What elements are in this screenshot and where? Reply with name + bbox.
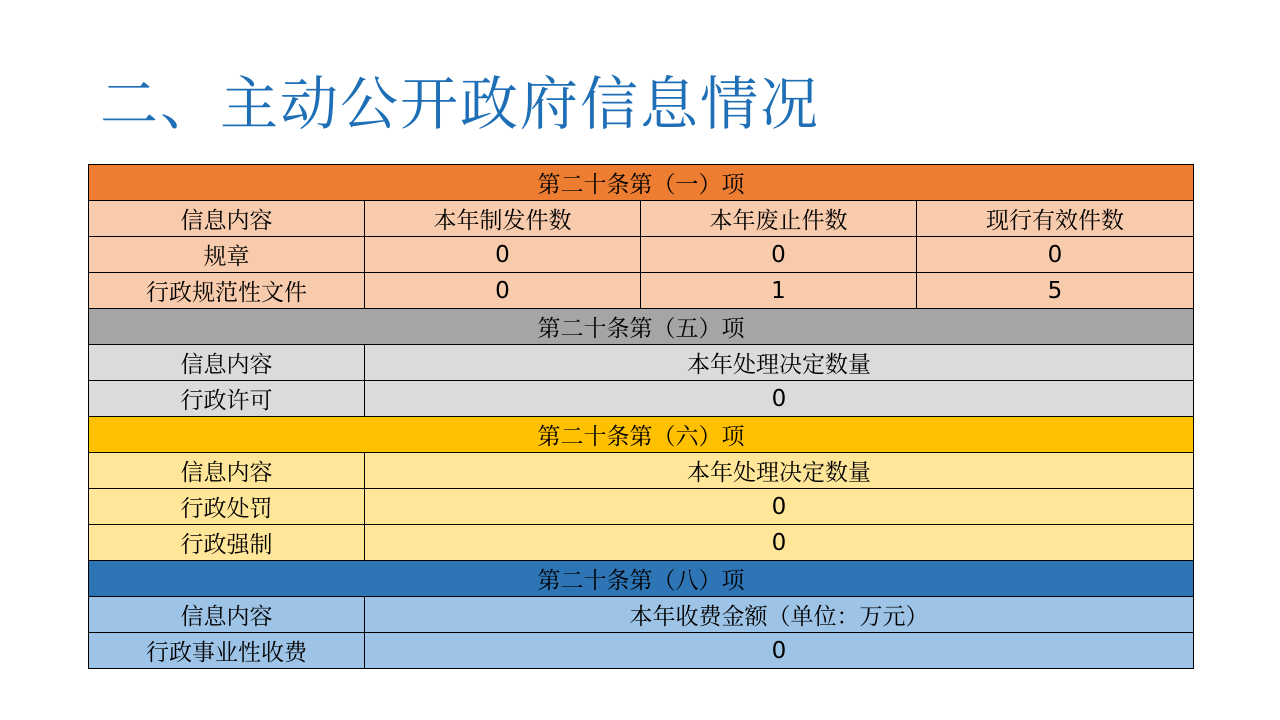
table-cell: 1 [641,273,917,309]
row-label: 行政许可 [89,381,365,417]
section-heading-row [89,417,1194,453]
row-label: 行政规范性文件 [89,273,365,309]
column-header-row [89,201,1194,237]
column-header: 现行有效件数 [917,201,1194,237]
column-header: 本年处理决定数量 [365,453,1194,489]
column-header: 本年废止件数 [641,201,917,237]
section-heading-row [89,309,1194,345]
column-header: 信息内容 [89,597,365,633]
table-cell: 0 [641,237,917,273]
column-header: 信息内容 [89,345,365,381]
table-cell: 0 [365,525,1194,561]
table-cell: 0 [365,381,1194,417]
column-header: 本年收费金额（单位：万元） [365,597,1194,633]
column-header-row [89,345,1194,381]
section-heading: 第二十条第（六）项 [89,417,1194,453]
table-row [89,489,1194,525]
column-header: 本年处理决定数量 [365,345,1194,381]
disclosure-table [88,164,1194,669]
section-heading-row [89,165,1194,201]
table-cell: 0 [365,237,641,273]
table-cell: 0 [365,489,1194,525]
table-row [89,525,1194,561]
column-header: 信息内容 [89,453,365,489]
row-label: 行政处罚 [89,489,365,525]
table-cell: 0 [365,633,1194,669]
section-heading: 第二十条第（八）项 [89,561,1194,597]
table-row [89,381,1194,417]
table-cell: 5 [917,273,1194,309]
column-header-row [89,597,1194,633]
column-header: 本年制发件数 [365,201,641,237]
row-label: 规章 [89,237,365,273]
table-row [89,273,1194,309]
row-label: 行政事业性收费 [89,633,365,669]
table-row [89,633,1194,669]
column-header: 信息内容 [89,201,365,237]
section-heading: 第二十条第（五）项 [89,309,1194,345]
table-cell: 0 [917,237,1194,273]
row-label: 行政强制 [89,525,365,561]
column-header-row [89,453,1194,489]
table-cell: 0 [365,273,641,309]
table-row [89,237,1194,273]
section-heading-row [89,561,1194,597]
page-title: 二、主动公开政府信息情况 [100,70,821,138]
section-heading: 第二十条第（一）项 [89,165,1194,201]
